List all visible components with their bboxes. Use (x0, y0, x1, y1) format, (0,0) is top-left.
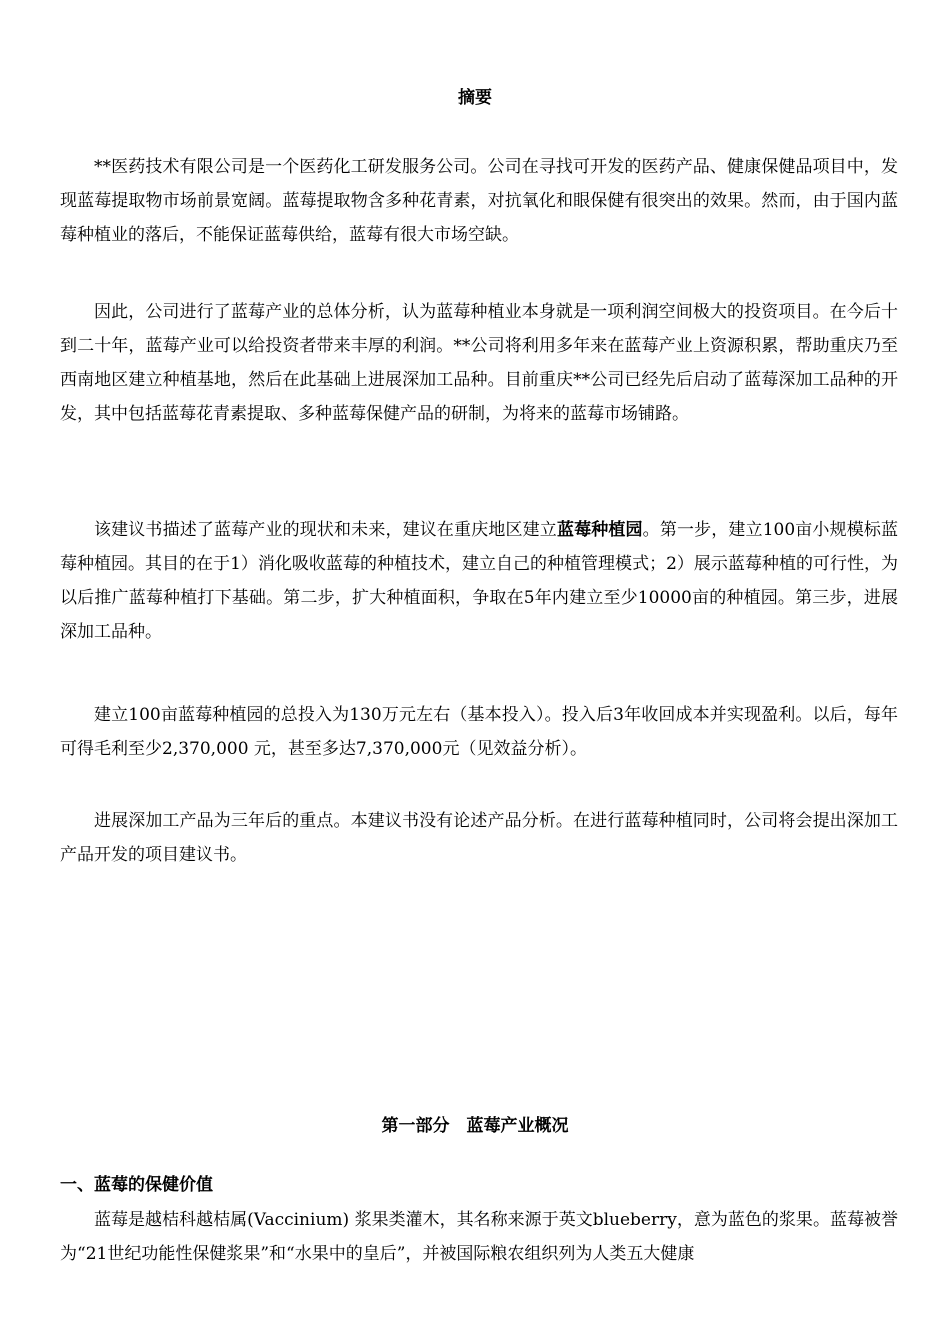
abstract-paragraph-3-text-a: 该建议书描述了蓝莓产业的现状和未来，建议在重庆地区建立 (94, 520, 557, 540)
abstract-paragraph-5: 进展深加工产品为三年后的重点。本建议书没有论述产品分析。在进行蓝莓种植同时，公司将会提出深加工产品开发的项目建议书。 (60, 811, 898, 865)
section-one-paragraph-1: 蓝莓是越桔科越桔属(Vaccinium) 浆果类灌木，其名称来源于英文blueberry，意为蓝色的浆果。蓝莓被誉为“21世纪功能性保健浆果”和“水果中的皇后”，并被国际粮农组织列为人类五大健康 (60, 1210, 898, 1264)
part-one-title: 第一部分 蓝莓产业概况 (381, 1116, 569, 1136)
abstract-paragraph-1: **医药技术有限公司是一个医药化工研发服务公司。公司在寻找可开发的医药产品、健康保健品项目中，发现蓝莓提取物市场前景宽阔。蓝莓提取物含多种花青素，对抗氧化和眼保健有很突出的效果。然而，由于国内蓝莓种植业的落后，不能保证蓝莓供给，蓝莓有很大市场空缺。 (60, 157, 898, 245)
abstract-paragraph-2: 因此，公司进行了蓝莓产业的总体分析，认为蓝莓种植业本身就是一项利润空间极大的投资项目。在今后十到二十年，蓝莓产业可以给投资者带来丰厚的利润。**公司将利用多年来在蓝莓产业上资源积累，帮助重庆乃至西南地区建立种植基地，然后在此基础上进展深加工品种。目前重庆**公司已经先后启动了蓝莓深加工品种的开发，其中包括蓝莓花青素提取、多种蓝莓保健产品的研制，为将来的蓝莓市场铺路。 (60, 302, 898, 424)
section-one-title: 一、蓝莓的保健价值 (60, 1175, 213, 1195)
abstract-title: 摘要 (458, 88, 492, 108)
plantation-emphasis: 蓝莓种植园 (556, 520, 643, 540)
abstract-paragraph-3 (60, 513, 898, 649)
abstract-paragraph-4: 建立100亩蓝莓种植园的总投入为130万元左右（基本投入）。投入后3年收回成本并实现盈利。以后，每年可得毛利至少2,370,000 元，甚至多达7,370,000元（见效益分析）。 (60, 705, 898, 759)
abstract-paragraph-3-text-b: 。第一步，建立100亩小规模标蓝莓种植园。其目的在于1）消化吸收蓝莓的种植技术，建立自己的种植管理模式；2）展示蓝莓种植的可行性，为以后推广蓝莓种植打下基础。第二步，扩大种植面积，争取在5年内建立至少10000亩的种植园。第三步，进展深加工品种。 (60, 520, 899, 642)
